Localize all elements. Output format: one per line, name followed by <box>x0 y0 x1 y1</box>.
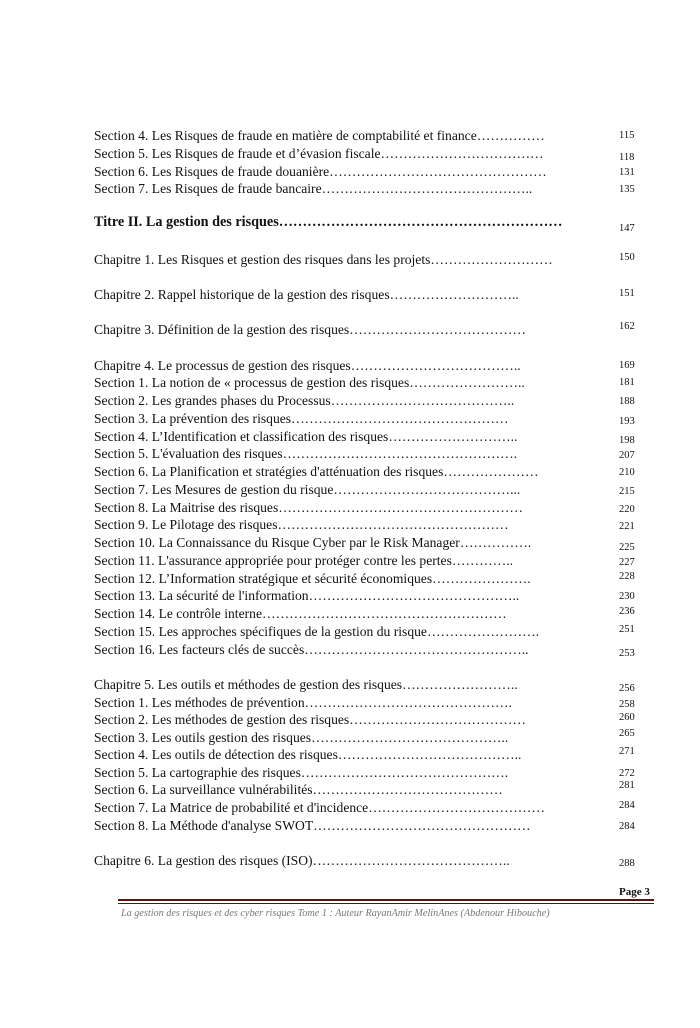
toc-entry-page: 210 <box>619 467 635 478</box>
toc-entry-page: 169 <box>619 360 635 371</box>
toc-entry-label: Section 4. Les Risques de fraude en matière de comptabilité et finance…………… <box>94 128 545 143</box>
toc-entry-page: 256 <box>619 683 635 694</box>
toc-entry-label: Section 6. La surveillance vulnérabilités…………………………………… <box>94 782 503 797</box>
toc-entry-page: 135 <box>619 184 635 195</box>
footer-rule-thick <box>118 899 654 901</box>
toc-entry-page: 181 <box>619 377 635 388</box>
toc-entry-label: Section 7. Les Mesures de gestion du risque…………………………………... <box>94 482 521 497</box>
toc-entry-label: Section 7. La Matrice de probabilité et d'incidence………………………………… <box>94 800 545 815</box>
toc-entry-label: Section 11. L'assurance appropriée pour protéger contre les pertes………….. <box>94 553 514 568</box>
toc-entry-label: Section 5. Les Risques de fraude et d’évasion fiscale……………………………… <box>94 146 544 161</box>
toc-entry-page: 284 <box>619 821 635 832</box>
toc-entry-page: 215 <box>619 486 635 497</box>
toc-entry-page: 271 <box>619 746 635 757</box>
toc-entry-label: Section 4. Les outils de détection des risques………………………………….. <box>94 747 522 762</box>
toc-entry-label: Section 7. Les Risques de fraude bancaire……………………………………….. <box>94 181 533 196</box>
toc-entry-page: 272 <box>619 768 635 779</box>
toc-entry-label: Section 10. La Connaissance du Risque Cyber par le Risk Manager……………. <box>94 535 532 550</box>
toc-entry-label: Section 5. La cartographie des risques………………………………………. <box>94 765 509 780</box>
toc-entry-label: Chapitre 3. Définition de la gestion des risques………………………………… <box>94 322 526 337</box>
toc-title-label: Titre II. La gestion des risques…………………………………………………… <box>94 214 563 230</box>
toc-entry-page: 220 <box>619 504 635 515</box>
toc-entry-label: Section 9. Le Pilotage des risques…………………………………………… <box>94 517 509 532</box>
toc-entry-page: 288 <box>619 858 635 869</box>
toc-entry-page: 260 <box>619 712 635 723</box>
toc-entry-label: Section 5. L'évaluation des risques……………………………………………. <box>94 446 518 461</box>
toc-entry-label: Section 2. Les méthodes de gestion des risques………………………………… <box>94 712 526 727</box>
toc-entry-label: Section 13. La sécurité de l'information……………………………………….. <box>94 588 520 603</box>
toc-entry-label: Section 16. Les facteurs clés de succès………………………………………….. <box>94 642 529 657</box>
toc-entry-page: 150 <box>619 252 635 263</box>
toc-entry-label: Section 15. Les approches spécifiques de la gestion du risque……………………. <box>94 624 540 639</box>
toc-entry-label: Section 3. Les outils gestion des risques…………………………………….. <box>94 730 509 745</box>
toc-entry-label: Section 8. La Maitrise des risques……………………………………………… <box>94 500 523 515</box>
toc-entry-page: 151 <box>619 288 635 299</box>
toc-entry-page: 230 <box>619 591 635 602</box>
toc-entry-page: 284 <box>619 800 635 811</box>
toc-entry-label: Chapitre 6. La gestion des risques (ISO)…………………………………….. <box>94 853 510 868</box>
toc-entry-label: Section 8. La Méthode d'analyse SWOT………………………………………… <box>94 818 531 833</box>
toc-entry-page: 221 <box>619 521 635 532</box>
toc-entry-label: Section 6. Les Risques de fraude douanière………………………………………… <box>94 164 547 179</box>
toc-entry-label: Chapitre 5. Les outils et méthodes de gestion des risques…………………….. <box>94 677 518 692</box>
toc-entry-page: 253 <box>619 648 635 659</box>
toc-entry-label: Chapitre 4. Le processus de gestion des risques……………………………….. <box>94 358 521 373</box>
toc-entry-page: 193 <box>619 416 635 427</box>
toc-entry-page: 147 <box>619 223 635 234</box>
toc-entry-label: Section 3. La prévention des risques………………………………………… <box>94 411 509 426</box>
toc-entry-label: Section 6. La Planification et stratégies d'atténuation des risques………………… <box>94 464 539 479</box>
toc-entry-label: Section 1. La notion de « processus de gestion des risques…………………….. <box>94 375 525 390</box>
toc-entry-page: 227 <box>619 557 635 568</box>
toc-entry-page: 162 <box>619 321 635 332</box>
running-footer: La gestion des risques et des cyber risques Tome 1 : Auteur RayanAmir MelinAnes (Abdenour Hibouche) <box>121 908 550 919</box>
toc-entry-label: Section 14. Le contrôle interne……………………………………………… <box>94 606 507 621</box>
toc-entry-page: 225 <box>619 542 635 553</box>
toc-entry-page: 188 <box>619 396 635 407</box>
toc-entry-page: 207 <box>619 450 635 461</box>
toc-entry-page: 236 <box>619 606 635 617</box>
page-number: Page 3 <box>619 886 650 898</box>
toc-entry-page: 258 <box>619 699 635 710</box>
toc-entry-page: 131 <box>619 167 635 178</box>
toc-entry-label: Section 1. Les méthodes de prévention………………………………………. <box>94 695 512 710</box>
toc-entry-page: 228 <box>619 571 635 582</box>
toc-entry-label: Chapitre 2. Rappel historique de la gestion des risques……………………….. <box>94 287 519 302</box>
toc-entry-label: Section 2. Les grandes phases du Processus………………………………….. <box>94 393 515 408</box>
toc-entry-page: 118 <box>619 152 635 163</box>
toc-entry-label: Section 4. L’Identification et classification des risques……………………….. <box>94 429 518 444</box>
toc-entry-page: 251 <box>619 624 635 635</box>
toc-entry-label: Section 12. L’Information stratégique et sécurité économiques…………………. <box>94 571 531 586</box>
toc-entry-page: 198 <box>619 435 635 446</box>
footer-rule-thin <box>118 903 654 904</box>
toc-entry-page: 265 <box>619 728 635 739</box>
toc-entry-page: 281 <box>619 780 635 791</box>
toc-entry-label: Chapitre 1. Les Risques et gestion des risques dans les projets……………………… <box>94 252 553 267</box>
toc-entry-page: 115 <box>619 130 635 141</box>
